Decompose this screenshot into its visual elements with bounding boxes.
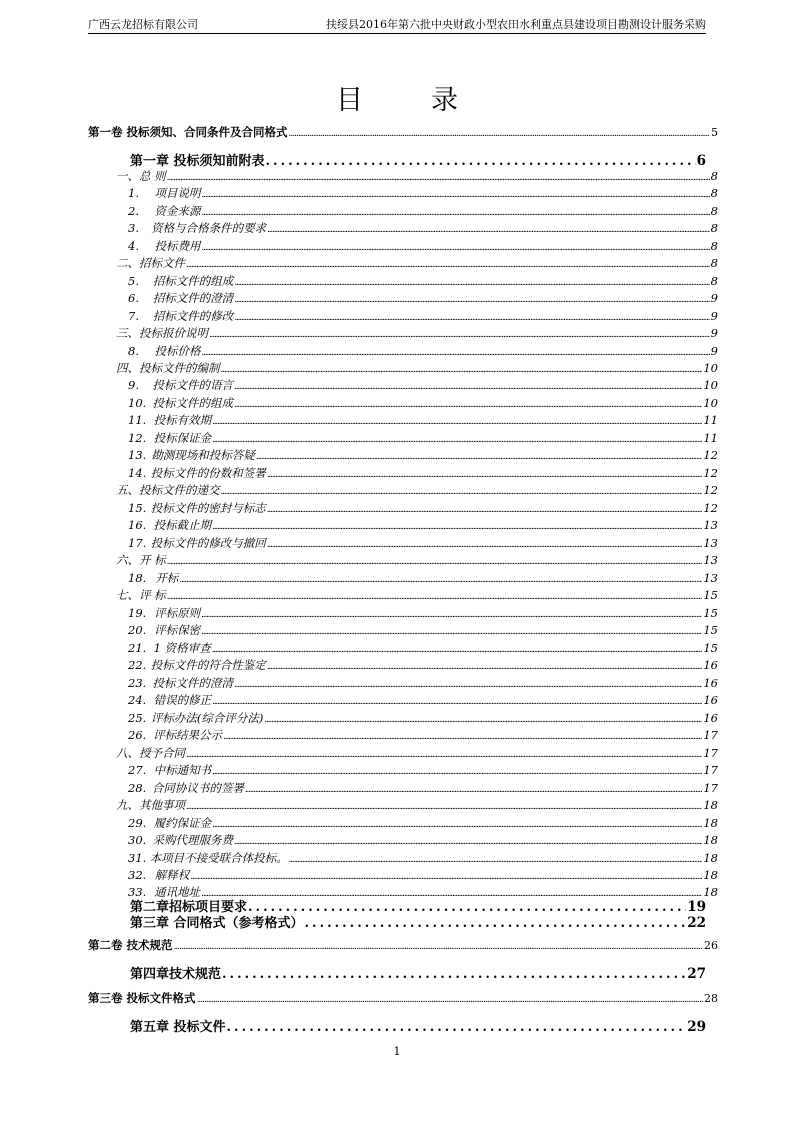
toc-entry-number: 32. (128, 868, 147, 882)
toc-dot-leader (179, 575, 702, 585)
toc-entry-page: 19 (687, 899, 706, 915)
toc-dot-leader (167, 557, 703, 567)
toc-entry-number: 17. (128, 536, 147, 550)
toc-entry-page: 12 (703, 501, 718, 515)
toc-dot-leader (245, 785, 702, 795)
toc-entry-page: 15 (703, 623, 718, 637)
page-header (88, 17, 706, 34)
toc-dot-leader (186, 750, 702, 760)
toc-entry-number: 26. (128, 728, 147, 742)
toc-entry-chap[interactable] (130, 1016, 706, 1035)
toc-entry-label: 资格与合格条件的要求 (151, 221, 267, 235)
toc-entry-number: 28. (128, 781, 147, 795)
toc-dot-leader (234, 278, 709, 288)
toc-entry-label: 招标文件的澄清 (152, 291, 234, 305)
toc-dot-leader (190, 872, 702, 882)
toc-entry-page: 15 (703, 606, 718, 620)
toc-entry-label: 投标文件的密封与标志 (150, 501, 266, 515)
toc-entry-label: 评标办法(综合评分法) (150, 711, 264, 725)
toc-entry-item[interactable] (128, 377, 718, 393)
toc-entry-number: 12. (128, 431, 147, 445)
toc-entry-label: 解释权 (154, 868, 190, 882)
toc-dot-leader (212, 645, 703, 655)
toc-entry-item[interactable] (128, 832, 718, 848)
toc-dot-leader (212, 417, 702, 427)
toc-entry-page: 12 (703, 448, 718, 462)
toc-dot-leader (209, 330, 710, 340)
toc-entry-number: 19. (128, 606, 147, 620)
toc-entry-label: 投标文件的组成 (152, 396, 233, 410)
toc-entry-number: 24. (128, 693, 147, 707)
toc-entry-item[interactable] (128, 447, 718, 463)
toc-entry-item[interactable] (128, 343, 718, 359)
toc-entry-label: 开标 (155, 571, 179, 585)
toc-entry-sec[interactable] (116, 168, 718, 184)
toc-dot-leader (186, 802, 702, 812)
toc-entry-page: 18 (703, 885, 718, 899)
toc-entry-page: 26 (704, 939, 718, 952)
toc-entry-page: 8 (710, 256, 718, 270)
toc-entry-number: 2. (128, 204, 139, 218)
toc-entry-number: 7. (128, 309, 139, 323)
toc-dot-leader (267, 225, 710, 235)
toc-entry-label: 资金来源 (154, 204, 201, 218)
toc-entry-number: 20. (128, 623, 147, 637)
toc-entry-label: 招标文件的组成 (152, 274, 234, 288)
toc-entry-label: 中标通知书 (153, 763, 212, 777)
toc-entry-label: 一、总 则 (116, 169, 166, 183)
toc-entry-page: 16 (703, 676, 718, 690)
toc-entry-page: 6 (696, 153, 706, 169)
toc-entry-sec[interactable] (116, 255, 718, 271)
toc-entry-item[interactable] (128, 412, 718, 428)
toc-dot-leader (222, 967, 686, 982)
toc-entry-item[interactable] (128, 430, 718, 446)
toc-entry-page: 18 (703, 868, 718, 882)
toc-entry-page: 13 (703, 518, 718, 532)
toc-entry-label: 招标文件的修改 (152, 309, 234, 323)
toc-entry-label: 通讯地址 (154, 885, 201, 899)
toc-entry-item[interactable] (128, 290, 718, 306)
toc-entry-item[interactable] (128, 238, 718, 254)
toc-entry-number: 23. (128, 676, 147, 690)
toc-entry-label: 投标费用 (154, 239, 201, 253)
toc-entry-number: 33. (128, 885, 147, 899)
toc-entry-label: 评标结果公示 (153, 728, 223, 742)
toc-entry-page: 13 (703, 553, 718, 567)
toc-entry-item[interactable] (128, 203, 718, 219)
toc-dot-leader (212, 697, 702, 707)
toc-dot-leader (212, 435, 702, 445)
toc-entry-label: 评标保密 (154, 623, 201, 637)
toc-entry-label: 第一卷 投标须知、合同条件及合同格式 (88, 125, 288, 139)
toc-entry-number: 21. (128, 641, 147, 655)
toc-dot-leader (227, 1020, 687, 1035)
toc-entry-label: 二、招标文件 (116, 256, 185, 270)
toc-entry-label: 投标保证金 (153, 431, 212, 445)
toc-entry-page: 9 (710, 309, 718, 323)
toc-entry-number: 3. (128, 221, 139, 235)
toc-entry-number: 22. (128, 658, 147, 672)
toc-dot-leader (289, 129, 710, 139)
toc-dot-leader (305, 916, 687, 931)
toc-entry-page: 18 (703, 798, 718, 812)
toc-dot-leader (212, 767, 702, 777)
toc-entry-item[interactable] (128, 570, 718, 586)
page-title (0, 78, 794, 117)
toc-dot-leader (167, 592, 703, 602)
toc-entry-label: 评标原则 (154, 606, 201, 620)
toc-entry-item[interactable] (128, 780, 718, 796)
toc-entry-item[interactable] (128, 273, 718, 289)
toc-entry-page: 8 (710, 221, 718, 235)
toc-entry-number: 1. (128, 186, 139, 200)
toc-entry-page: 10 (703, 378, 718, 392)
toc-dot-leader (256, 452, 703, 462)
toc-entry-label: 投标截止期 (153, 518, 212, 532)
toc-entry-item[interactable] (128, 762, 718, 778)
toc-entry-item[interactable] (128, 535, 718, 551)
toc-dot-leader (267, 540, 703, 550)
toc-entry-sec[interactable] (116, 360, 718, 376)
header-project: 扶绥县2016年第六批中央财政小型农田水利重点县建设项目勘测设计服务采购 (326, 18, 706, 31)
toc-dot-leader (267, 505, 703, 515)
toc-entry-page: 16 (703, 658, 718, 672)
toc-dot-leader (234, 382, 702, 392)
toc-dot-leader (202, 190, 710, 200)
toc-entry-vol[interactable] (88, 124, 718, 140)
toc-entry-page: 15 (703, 588, 718, 602)
toc-entry-label: 投标价格 (154, 344, 201, 358)
toc-entry-page: 8 (710, 239, 718, 253)
toc-entry-label: 本项目不接受联合体投标。 (149, 851, 288, 865)
toc-entry-page: 18 (703, 851, 718, 865)
toc-entry-item[interactable] (128, 185, 718, 201)
toc-entry-label: 八、授予合同 (116, 746, 185, 760)
toc-entry-page: 22 (687, 915, 706, 931)
toc-dot-leader (201, 610, 702, 620)
title-char-2: 录 (431, 85, 458, 116)
toc-entry-number: 27. (128, 763, 147, 777)
toc-entry-page: 18 (703, 816, 718, 830)
toc-entry-page: 13 (703, 571, 718, 585)
toc-entry-item[interactable] (128, 850, 718, 866)
toc-dot-leader (289, 855, 703, 865)
toc-dot-leader (267, 662, 703, 672)
toc-entry-page: 12 (703, 466, 718, 480)
toc-entry-sec[interactable] (116, 325, 718, 341)
toc-entry-page: 17 (703, 746, 718, 760)
toc-entry-label: 合同协议书的签署 (151, 781, 244, 795)
toc-entry-item[interactable] (128, 657, 718, 673)
toc-entry-item[interactable] (128, 500, 718, 516)
toc-entry-page: 13 (703, 536, 718, 550)
toc-dot-leader (234, 400, 702, 410)
toc-entry-chap[interactable] (130, 963, 706, 982)
toc-entry-number: 31. (128, 851, 147, 865)
toc-entry-item[interactable] (128, 815, 718, 831)
toc-entry-chap[interactable] (130, 912, 706, 931)
toc-entry-page: 15 (703, 641, 718, 655)
toc-entry-page: 8 (710, 274, 718, 288)
toc-entry-item[interactable] (128, 622, 718, 638)
toc-entry-page: 16 (703, 693, 718, 707)
toc-entry-label: 七、评 标 (116, 588, 166, 602)
toc-dot-leader (186, 260, 710, 270)
toc-entry-number: 29. (128, 816, 147, 830)
toc-dot-leader (234, 680, 702, 690)
toc-entry-label: 投标文件的修改与撤回 (150, 536, 266, 550)
toc-entry-label: 投标文件的份数和签署 (150, 466, 266, 480)
toc-entry-label: 1 资格审查 (153, 641, 211, 655)
toc-entry-vol[interactable] (88, 990, 718, 1006)
toc-entry-item[interactable] (128, 675, 718, 691)
toc-dot-leader (201, 627, 702, 637)
toc-entry-label: 采购代理服务费 (152, 833, 233, 847)
toc-entry-item[interactable] (128, 395, 718, 411)
toc-dot-leader (202, 348, 710, 358)
toc-entry-label: 第二卷 技术规范 (88, 938, 173, 952)
toc-entry-page: 17 (703, 763, 718, 777)
toc-entry-page: 18 (703, 833, 718, 847)
toc-entry-label: 第三卷 投标文件格式 (88, 991, 196, 1005)
toc-dot-leader (266, 154, 696, 169)
toc-entry-label: 五、投标文件的递交 (116, 483, 220, 497)
toc-entry-label: 投标文件的语言 (152, 378, 233, 392)
toc-entry-label: 投标有效期 (153, 413, 212, 427)
header-company: 广西云龙招标有限公司 (88, 18, 198, 31)
toc-entry-item[interactable] (128, 605, 718, 621)
title-char-1: 目 (336, 85, 363, 116)
toc-entry-label: 错误的修正 (153, 693, 212, 707)
toc-entry-page: 11 (703, 431, 718, 445)
toc-entry-number: 8. (128, 344, 139, 358)
toc-entry-number: 13. (128, 448, 147, 462)
toc-entry-page: 17 (703, 781, 718, 795)
toc-entry-label: 第二章招标项目要求 (130, 900, 248, 915)
toc-entry-label: 第三章 合同格式（参考格式） (130, 916, 304, 931)
toc-entry-page: 9 (710, 326, 718, 340)
toc-entry-page: 10 (703, 396, 718, 410)
toc-entry-item[interactable] (128, 692, 718, 708)
toc-dot-leader (167, 173, 710, 183)
toc-dot-leader (212, 522, 702, 532)
toc-entry-label: 四、投标文件的编制 (116, 361, 220, 375)
toc-entry-label: 第五章 投标文件 (130, 1020, 226, 1035)
toc-entry-page: 17 (703, 728, 718, 742)
toc-dot-leader (234, 837, 702, 847)
toc-entry-page: 5 (711, 126, 718, 139)
toc-entry-page: 9 (710, 344, 718, 358)
toc-dot-leader (174, 942, 703, 952)
toc-entry-item[interactable] (128, 867, 718, 883)
toc-entry-number: 25. (128, 711, 147, 725)
toc-entry-number: 6. (128, 291, 139, 305)
toc-entry-page: 28 (704, 992, 718, 1005)
toc-entry-page: 8 (710, 186, 718, 200)
toc-entry-number: 4. (128, 239, 139, 253)
toc-entry-item[interactable] (128, 710, 718, 726)
toc-entry-label: 勘测现场和投标答疑 (151, 448, 255, 462)
toc-dot-leader (202, 208, 710, 218)
toc-entry-label: 三、投标报价说明 (116, 326, 208, 340)
toc-entry-label: 九、其他事项 (116, 798, 185, 812)
toc-entry-number: 15. (128, 501, 147, 515)
page-number: 1 (393, 1045, 401, 1058)
toc-entry-number: 5. (128, 274, 139, 288)
toc-dot-leader (264, 715, 702, 725)
toc-dot-leader (234, 313, 709, 323)
toc-dot-leader (221, 487, 703, 497)
toc-entry-page: 29 (687, 1019, 706, 1035)
toc-entry-number: 9. (128, 378, 139, 392)
toc-entry-page: 16 (703, 711, 718, 725)
toc-entry-number: 18. (128, 571, 147, 585)
toc-entry-label: 投标文件的符合性鉴定 (150, 658, 266, 672)
toc-entry-sec[interactable] (116, 587, 718, 603)
toc-dot-leader (212, 820, 702, 830)
toc-entry-page: 27 (687, 966, 706, 982)
toc-entry-number: 16. (128, 518, 147, 532)
toc-entry-item[interactable] (128, 465, 718, 481)
toc-entry-page: 8 (710, 169, 718, 183)
toc-dot-leader (202, 243, 710, 253)
toc-entry-item[interactable] (128, 308, 718, 324)
toc-entry-number: 14. (128, 466, 147, 480)
toc-entry-label: 第一章 投标须知前附表 (130, 154, 265, 169)
toc-entry-sec[interactable] (116, 552, 718, 568)
toc-dot-leader (221, 365, 703, 375)
toc-dot-leader (267, 470, 703, 480)
toc-entry-page: 8 (710, 204, 718, 218)
toc-dot-leader (197, 995, 703, 1005)
toc-entry-sec[interactable] (116, 482, 718, 498)
toc-entry-sec[interactable] (116, 797, 718, 813)
toc-entry-item[interactable] (128, 640, 718, 656)
toc-entry-item[interactable] (128, 517, 718, 533)
toc-entry-sec[interactable] (116, 745, 718, 761)
toc-entry-label: 第四章技术规范 (130, 967, 222, 982)
toc-entry-label: 六、开 标 (116, 553, 166, 567)
toc-entry-number: 30. (128, 833, 147, 847)
toc-entry-page: 11 (703, 413, 718, 427)
toc-entry-number: 11. (128, 413, 147, 427)
toc-entry-page: 12 (703, 483, 718, 497)
toc-entry-label: 履约保证金 (153, 816, 212, 830)
toc-entry-item[interactable] (128, 727, 718, 743)
toc-entry-item[interactable] (128, 220, 718, 236)
toc-entry-number: 10. (128, 396, 147, 410)
toc-entry-chap[interactable] (130, 150, 706, 169)
toc-entry-vol[interactable] (88, 937, 718, 953)
toc-dot-leader (223, 732, 702, 742)
toc-entry-page: 10 (703, 361, 718, 375)
toc-dot-leader (234, 295, 709, 305)
toc-entry-label: 项目说明 (154, 186, 201, 200)
toc-entry-label: 投标文件的澄清 (152, 676, 233, 690)
toc-entry-page: 9 (710, 291, 718, 305)
